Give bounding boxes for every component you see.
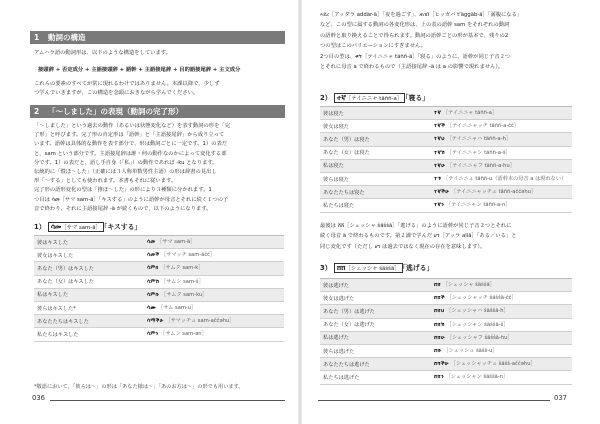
text-line: 形「〜する」としても使われます。本書もそれに従います。 [34,178,177,185]
form-cell [431,133,572,146]
form-cell [431,279,572,292]
table-row [320,292,572,305]
table-row [34,315,284,328]
translit: ［シェッシャッチ šäššä-čč］ [444,295,517,302]
form-cell [144,236,284,249]
text-line: とそれに母音 a で終わるもので（主語接尾辞 -ä は a の影響で現れません）。 [320,64,504,70]
form-cell [431,292,572,305]
form-cell [431,199,572,212]
ge-form: ተኛች [433,123,446,130]
ge-form: ተኛችሁ [433,189,450,196]
translit: ［テイニニャッチ täññ-a-čč］ [445,123,520,130]
ge-form: ሳማችሁ [147,318,164,325]
page-footer-rule [50,400,285,401]
subject-cell: あなた（女）はキスした [34,275,144,288]
text-line: つ目は ሳመ［サマ sam-ä］「キスする」のように語幹が母音とそれに続く１つの子 [34,196,229,203]
subject-cell: あなたたちは逃げた [320,358,431,371]
form-cell [431,344,572,357]
table-row [320,199,572,212]
translit: ［テイニニャシ täññ-a-š］ [445,149,511,156]
subject-cell: あなた（男）はキスした [34,262,144,275]
section-1-text-line: つ学んでいきますが、この構造を念頭におきながら学んでください。 [34,90,199,96]
conjugation-table-1 [34,235,284,342]
translit: ［サムク sam-k］ [158,265,204,272]
ge-form: ሳመች [147,252,160,259]
table-label: 2） [320,94,332,102]
verb-ge: ሸሸ [336,264,346,272]
ge-form: ሳምን [147,331,159,338]
translit: ［テイニニャ täññ-a］ [441,110,498,117]
text-line: 続く母音 ä で終わるものです。第２課で学んだ ሆነ［アッラ allä］「ある／いる」と [320,233,517,240]
section-2-header [30,105,285,118]
verb-meaning: 「寝る」 [405,94,429,102]
text-line: 伝統的に「慣ほ〜した」（正確には３人称単数男性主語）の形は辞書の見出し [34,169,217,175]
ge-form: ሳምኩ [147,291,160,298]
form-cell [431,318,572,331]
ge-form: ሳመ [147,239,156,246]
translit: ［テイニニャハ täññ-a-h］ [444,136,512,143]
table-row [34,328,284,341]
ge-form: ሸሸች [433,295,445,302]
table-row [320,279,572,292]
subject-cell: 彼女はキスした [34,249,144,262]
conjugation-table-3 [320,278,572,385]
translit: ［シェッシャッチュ šäšš-aččəhu］ [449,361,536,368]
translit: ［シェッシャハ šäššä-h］ [444,308,509,315]
subject-cell: 彼女は逃げた [320,292,431,305]
translit: ［テイニニャフ täññ-a-hu］ [445,162,515,169]
subject-cell: あなた（男）は逃げた [320,305,431,318]
subject-cell: あなた（男）は寝た [320,133,431,146]
subject-cell: 彼は寝た [320,107,431,120]
form-cell [431,358,572,371]
translit: ［サマッチュ sam-aččəhu］ [163,318,235,325]
subject-cell: 彼らは寝た [320,172,431,185]
verb-meaning: 「逃げる」 [402,264,434,272]
ge-form: ሸሸ [433,282,441,289]
text-line: 分です。1）の表だと、語し手自身（「私」）の動作であれば -ku となります。 [34,159,218,166]
section-title: 動詞の構造 [48,33,86,42]
table-row [320,107,572,120]
table-row [320,146,572,159]
text-line: 了形」と呼びます。完了形の肯定形は「語幹」と「主語接尾辞」から成り立って [34,132,225,139]
verb-meaning: 「キスする」 [103,223,142,231]
conjugation-table-2 [320,106,572,213]
page-number-right: 037 [554,394,567,402]
structure-formula: 接頭辞 + 否定成分 + 主語接頭辞 + 語幹 + 主語接尾辞 + 目的語接尾辞 + 主文成分 [38,67,241,73]
ge-form: ተኛሽ [433,149,446,156]
translit: ［シェッシャン šäššä-n］ [443,374,509,381]
verb-translit: ［シェッシャ šäššä］ [345,266,400,272]
table-row [34,262,284,275]
section-title: 「〜しました」の表現（動詞の完了形） [48,107,183,116]
ge-form: ሳሙ [147,305,157,312]
text-line: 音で終わり、それに主語接尾辞 -ä が続くもので、以下のようになります。 [34,205,212,212]
ge-form: ሸሹ [433,348,442,355]
ge-form: ሸሸሽ [433,321,445,328]
form-cell [431,305,572,318]
text-line: ኣደረ［アッダラ addär-ä］「夜を過ごす」、ጠገበ［ヒッガバ t'äggäb-ä］「満腹になる」 [320,12,523,18]
ge-form: ተኙ [433,176,442,183]
ge-form: ተኛሁ [433,162,446,169]
ge-form: ሸሻችሁ [433,361,450,368]
form-cell [431,107,572,120]
table-row [320,318,572,331]
translit: ［シェッシャ šäššä］ [440,282,495,289]
text-line: と、sam という部分です。主語接尾辞は誰・何の動作なのかによって変化する部 [34,150,227,157]
translit: ［シェッシャフ šäššä-hu］ [445,334,513,341]
ge-form: ሳምክ [147,265,159,272]
table-label: 3） [320,264,332,272]
table-row [320,331,572,344]
table-row [320,120,572,133]
page-footer-rule [318,400,550,401]
verb-ge: ሳመ [50,223,62,231]
text-line: 完了形の語形変化の型は「推ほ〜した」の形により３種類に分かれます。1 [34,187,212,194]
form-cell [144,301,284,314]
subject-cell: 私はキスした [34,288,144,301]
form-cell [144,288,284,301]
ge-form: ሸሸህ [433,308,445,315]
table-row [320,305,572,318]
form-cell [144,275,284,288]
form-cell [144,328,284,341]
table-row [320,159,572,172]
translit: ［サマッチ sam-äčč］ [159,252,216,259]
table-row [320,172,572,185]
form-cell [431,146,572,159]
form-cell [431,331,572,344]
verb-translit: ［サマ sam-ä］ [61,225,101,231]
table-row [320,358,572,371]
section-1-text-line: これらの要素のすべてが常に現れるわけではありません。本課以降で、少しず [34,81,220,87]
ge-form: ተኛን [433,202,445,209]
text-line: います。語幹は具体的な動作を表す部分で、形は動詞ごとに一定です。1）の表だ [34,141,228,148]
form-cell [431,120,572,133]
right-page [300,0,600,424]
section-number: 2 [34,107,40,116]
table-row [320,186,572,199]
subject-cell: 私たちは寝た [320,199,431,212]
translit: ［サム sam-u］ [156,305,197,312]
translit: ［シェッシャシ šäššä-š］ [444,321,509,328]
form-cell [431,186,572,199]
subject-cell: あなたたちは寝た [320,186,431,199]
text-line: 「〜しました」という過去の動作（あるいは状態変化など）を表す動詞の形を「完 [34,123,230,129]
translit: ［シェッシュ šäšš-u］ [441,348,498,355]
footnote: *敬語において、「彼らは〜」の形は「あなた様は〜」「あのお方は〜」の形でも用います。 [34,384,244,390]
text-line: の語幹と取り換えることで得られます。動詞の語幹ごとの形が基本で、残りの2 [320,32,509,39]
translit: ［サムン sam-ən］ [158,331,207,338]
translit: ［テイニニャッチュ täññ-aččəhu］ [449,189,537,196]
text-line: 2つ目の型は、ቀኘ［テイニニャ täññ-ä］「寝る」のように、語幹が同じ子音２つ [320,53,511,60]
translit: ［サムシ sam-š］ [159,278,204,285]
subject-cell: 彼は逃げた [320,279,431,292]
table-row [34,275,284,288]
table-row [320,133,572,146]
subject-cell: 私たちはキスした [34,328,144,341]
text-line: 同じ変化です（ただし ሆነ は過去ではなく現在の存在を意味します）。 [320,243,486,250]
verb-translit: ［テイニニャ täññ-a］ [345,96,403,102]
subject-cell: 彼らは逃げた [320,344,431,357]
form-cell [431,159,572,172]
table-row [34,249,284,262]
table-label: 1） [34,223,46,231]
subject-cell: 彼はキスした [34,236,144,249]
subject-cell: 私は逃げた [320,331,431,344]
table-3-heading [320,262,433,273]
form-cell [144,315,284,328]
text-line: 最後は ሸሸ［シェッシャ šäššä］「逃げる」のように語幹が同じ子音２つとそれに [320,223,512,229]
text-line: など、この型に属する動詞の各変化形は、上の表の語幹 sam をそれぞれの動詞 [320,22,510,29]
translit: ［テイニニャン täññ-a-n］ [444,202,511,209]
subject-cell: あなた（女）は逃げた [320,318,431,331]
ge-form: ሳምሽ [147,278,160,285]
page-number-left: 036 [32,394,45,402]
subject-cell: 彼らはキスした* [34,301,144,314]
subject-cell: 彼女は寝た [320,120,431,133]
section-number: 1 [34,33,40,42]
section-1-header [30,31,285,44]
form-cell [144,249,284,262]
table-2-heading [320,92,429,103]
translit: ［サマ sam-ä］ [155,239,196,246]
ge-form: ሸሸን [433,374,444,381]
table-row [34,236,284,249]
subject-cell: あなたたちはキスした [34,315,144,328]
table-row [34,288,284,301]
table-1-heading [34,221,141,232]
ge-form: ተኛ [433,110,442,117]
text-line: つの型はこのバリエーションにすぎません。 [320,43,426,50]
translit: ［サムク sam-ku］ [159,291,208,298]
ge-form: ሸሸሁ [433,334,446,341]
section-1-intro: アムハラ語の動詞形は、以下のような構造をしています。 [34,50,171,56]
table-row [320,344,572,357]
form-cell [431,172,572,185]
form-cell [431,371,572,384]
subject-cell: 私たちは逃げた [320,371,431,384]
verb-ge: ተኛ [336,94,346,102]
translit: ［テイニニュ täññ-u（語幹末の母音 a は現れない） [441,176,567,183]
subject-cell: 私は寝た [320,159,431,172]
table-row [320,371,572,384]
table-row [34,301,284,314]
ge-form: ተኛህ [433,136,445,143]
subject-cell: あなた（女）は寝た [320,146,431,159]
form-cell [144,262,284,275]
